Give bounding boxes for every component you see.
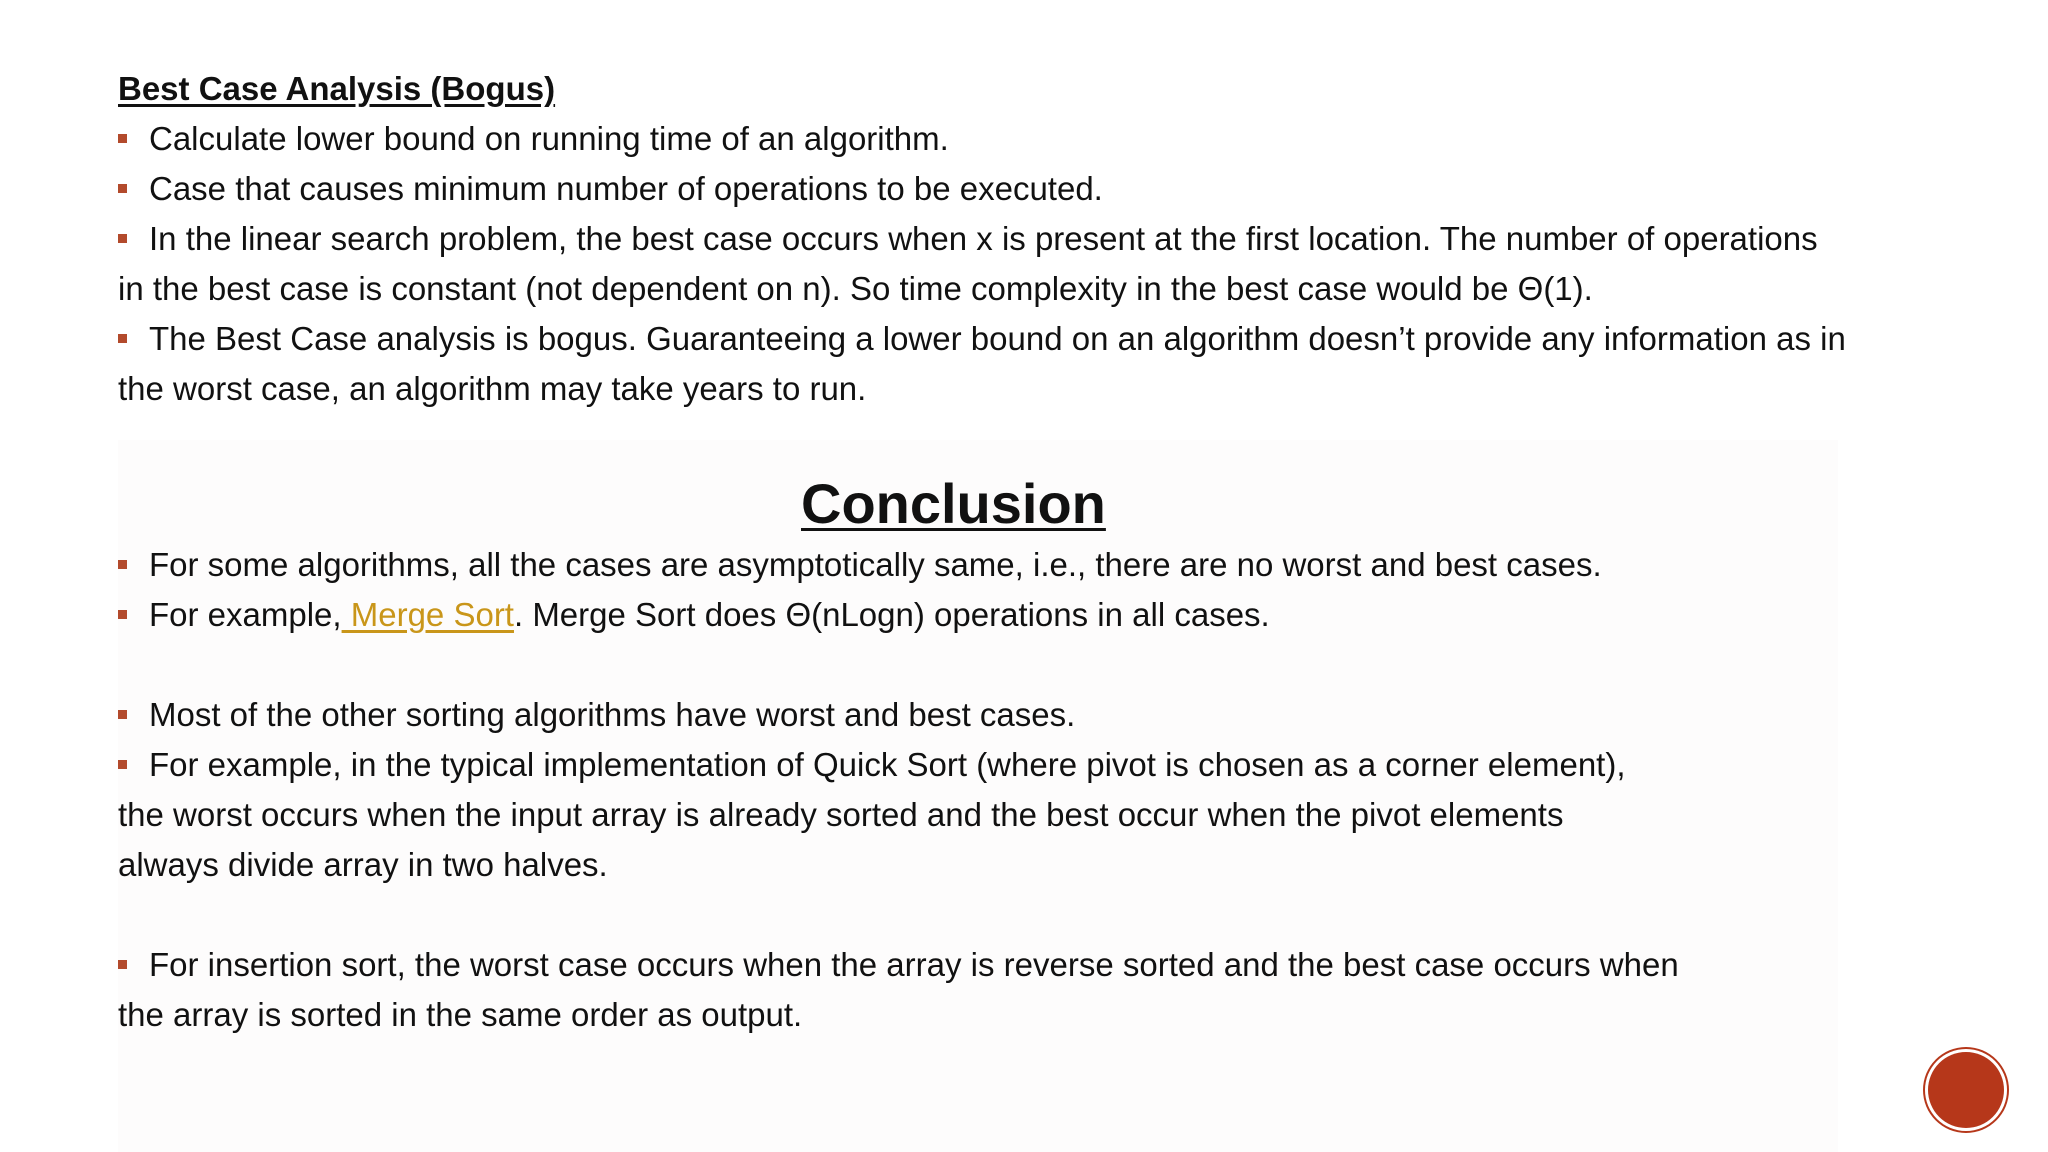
bullet-text-suffix: . Merge Sort does Θ(nLogn) operations in all cases. [513, 596, 1270, 633]
spacer [118, 890, 1998, 940]
bullet-marker-icon [118, 234, 127, 243]
bullet-item [118, 114, 1998, 164]
bullet-text-prefix: For example, [149, 596, 342, 633]
bullet-item [118, 540, 1998, 590]
bullet-item [118, 690, 1998, 740]
bullet-text: Case that causes minimum number of operations to be executed. [149, 170, 1103, 207]
bullet-marker-icon [118, 560, 127, 569]
conclusion-title-row [118, 468, 1998, 540]
bullet-item [118, 940, 1998, 990]
bullet-marker-icon [118, 710, 127, 719]
bullet-continuation: always divide array in two halves. [118, 846, 608, 883]
bullet-text: For insertion sort, the worst case occurs when the array is reverse sorted and the best case occurs when [149, 946, 1679, 983]
bullet-item [118, 314, 1998, 364]
bullet-marker-icon [118, 610, 127, 619]
bullet-marker-icon [118, 134, 127, 143]
bullet-marker-icon [118, 334, 127, 343]
bullet-text: In the linear search problem, the best case occurs when x is present at the first location. The number of operations [149, 220, 1818, 257]
bullet-continuation: the worst occurs when the input array is already sorted and the best occur when the pivot elements [118, 796, 1564, 833]
bullet-text: For some algorithms, all the cases are asymptotically same, i.e., there are no worst and best cases. [149, 546, 1602, 583]
section-heading-best-case: Best Case Analysis (Bogus) [118, 70, 556, 107]
bullet-continuation: the worst case, an algorithm may take years to run. [118, 370, 867, 407]
bullet-text: Calculate lower bound on running time of an algorithm. [149, 120, 949, 157]
bullet-marker-icon [118, 184, 127, 193]
spacer [118, 640, 1998, 690]
bullet-text: The Best Case analysis is bogus. Guaranteeing a lower bound on an algorithm doesn’t provide any information as in [149, 320, 1846, 357]
conclusion-title: Conclusion [801, 472, 1106, 535]
spacer [118, 414, 1998, 468]
bullet-marker-icon [118, 760, 127, 769]
bullet-item [118, 164, 1998, 214]
slide-nav-circle-icon[interactable] [1928, 1052, 2004, 1128]
bullet-item [118, 740, 1998, 790]
bullet-item [118, 214, 1998, 264]
bullet-text: Most of the other sorting algorithms have worst and best cases. [149, 696, 1076, 733]
bullet-item [118, 590, 1998, 640]
bullet-continuation: the array is sorted in the same order as output. [118, 996, 803, 1033]
slide-content [118, 64, 1998, 1040]
bullet-continuation: in the best case is constant (not dependent on n). So time complexity in the best case would be Θ(1). [118, 270, 1593, 307]
bullet-text: For example, in the typical implementation of Quick Sort (where pivot is chosen as a corner element), [149, 746, 1626, 783]
bullet-marker-icon [118, 960, 127, 969]
merge-sort-link[interactable]: Merge Sort [341, 596, 514, 633]
